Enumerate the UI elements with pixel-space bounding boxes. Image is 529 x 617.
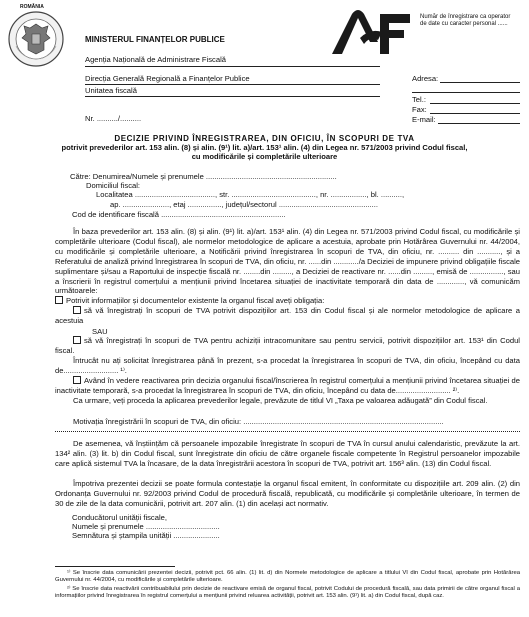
footnote-2: ²⁾ Se înscrie data reactivării contribuabilului prin decizie de reactivare emisă de organul fiscal, potrivit Codului de procedură fiscală, sau data primirii de către organul fiscal a informațiilor privind înregistrarea în registrul comerțului a mențiunii privind reluarea activității, potrivit art. 153 alin. (9¹) lit. a) din Codul fiscal, după caz.	[55, 586, 520, 599]
decision-subtitle-1: potrivit prevederilor art. 153 alin. (8) și alin. (9¹) lit. a)/art. 153¹ alin. (4) din Legea nr. 571/2003 privind Codul fiscal,	[61, 143, 468, 152]
motivation-underline	[55, 431, 520, 432]
document-number: Nr. ........../..........	[85, 114, 142, 123]
tel-line	[430, 103, 520, 104]
recipient-locality: Localitatea ......................................, str. ........................................, nr. ................., bl. ..........,	[96, 190, 405, 199]
fiscal-unit-underline	[85, 96, 380, 97]
registration-number-label: Număr de înregistrare ca operator de date cu caracter personal ......	[420, 14, 511, 27]
or-label: SAU	[92, 327, 108, 336]
decision-subtitle-2: cu modificările și completările ulterioare	[191, 152, 338, 161]
checkbox-option-a[interactable]	[73, 306, 81, 314]
recipient-domicile-label: Domiciliul fiscal:	[86, 181, 141, 190]
checkbox-option-b[interactable]	[73, 336, 81, 344]
appeal-paragraph: Împotriva prezentei decizii se poate formula contestație la organul fiscal emitent, în conformitate cu dispozițiile art. 209 alin. (2) din Ordonanța Guvernului nr. 92/2003 privind Codul de procedură fiscală, republicată, cu modificările și completările ulterioare, în termen de 30 de zile de la data comunicării, potrivit art. 207 alin. (1) din același act normativ.	[55, 479, 520, 508]
romania-coat-of-arms	[6, 6, 66, 70]
recipient-apartment: ap. ......................, etaj ................, județul/sectorul ...............................................	[110, 200, 378, 209]
address-line-1	[440, 82, 520, 83]
decision-title: DECIZIE PRIVIND ÎNREGISTRAREA, DIN OFICIU, ÎN SCOPURI DE TVA	[114, 134, 415, 143]
option-a-text: să vă înregistrați în scopuri de TVA potrivit dispozițiilor art. 153 din Codul fiscal și ale normelor metodologice de aplicare a acestuia	[55, 306, 520, 325]
email-label: E-mail:	[412, 115, 436, 124]
legal-basis-paragraph: În baza prevederilor art. 153 alin. (8) și alin. (9¹) lit. a)/art. 153¹ alin. (4) din Legea nr. 571/2003 privind Codul fiscal, cu modificările și completările ulterioare (Codul fiscal), ale normelor metodologice de aplicare a acestuia, aprobate prin Hotărârea Guvernului nr. 44/2004, cu modificările și completările ulterioare, a Notificării privind înregistrarea în scopuri de TVA, din oficiu, nr. .......... din ..........., și a Referatului de analiză privind înregistrarea în scopuri de TVA, din oficiu, nr. ......din ............/a Deciziei de impunere privind obligațiile fiscale suplimentare și/sau a Raportului de inspecție fiscală nr. ........din ........., a Deciziei de reactivare nr. ......din ........., emisă de ................, sau a înscrierii în registrul comerțului a mențiunii privind încetarea situației de inactivitate temporară din data de ............., vă comunicăm următoarele:	[55, 227, 520, 296]
crest-caption: ROMÂNIA	[20, 4, 44, 10]
tel-label: Tel.:	[412, 95, 426, 104]
anaf-logo	[330, 8, 415, 58]
consequence-paragraph: Ca urmare, veți proceda la aplicarea prevederilor legale, prevăzute de titlul VI „Taxa pe valoarea adăugată” din Codul fiscal.	[73, 396, 488, 405]
obligation-option-a	[55, 306, 520, 326]
footnote-1: ¹⁾ Se înscrie data comunicării prezentei decizii, potrivit pct. 66 alin. (1) lit. d) din Normele metodologice de aplicare a titlului VI din Codul fiscal, aprobate prin Hotărârea Guvernului nr. 44/2004, cu modificările și completările ulterioare.	[55, 570, 520, 583]
address-label: Adresa:	[412, 74, 439, 83]
directorate-underline	[85, 84, 380, 85]
reactivation-option	[55, 376, 520, 396]
fax-label: Fax:	[412, 105, 427, 114]
cash-vat-paragraph: De asemenea, vă înștiințăm că persoanele impozabile înregistrate în scopuri de TVA în cursul anului calendaristic, prevăzute la art. 134² alin. (3) lit. b) din Codul fiscal, sunt înregistrate din oficiu de către organele fiscale competente în Registrul persoanelor impozabile care aplică sistemul TVA la încasare, de la data înregistrării acestora în scopuri de TVA, potrivit art. 156³ alin. (13) din Codul fiscal.	[55, 439, 520, 468]
checkbox-reactivation[interactable]	[73, 376, 81, 384]
address-line-2	[412, 92, 520, 93]
signature-name: Numele și prenumele ...................................	[72, 522, 220, 531]
agency-name: Agenția Națională de Administrare Fiscală	[85, 55, 226, 64]
directorate-name: Direcția Generală Regională a Finanțelor Publice	[85, 74, 250, 83]
obligation-option-b	[55, 336, 520, 356]
motivation-line: Motivația înregistrării în scopuri de TVA, din oficiu: ...............................................................................................	[73, 417, 444, 426]
recipient-name: Către: Denumirea/Numele și prenumele ..............................................................	[70, 172, 337, 181]
option-b-text: să vă înregistrați în scopuri de TVA pentru achiziții intracomunitare sau pentru servicii, potrivit dispozițiilor art. 153¹ din Codul fiscal.	[55, 336, 520, 355]
checkbox-obligation[interactable]	[55, 296, 63, 304]
fiscal-unit-label: Unitatea fiscală	[85, 86, 137, 95]
reactivation-text: Având în vedere reactivarea prin decizia organului fiscal/înscrierea în registrul comerțului a mențiunii privind încetarea situației de inactivitate temporară, s-a procedat la înregistrarea în scopuri de TVA, din oficiu, începând cu data de.......................... ²⁾.	[55, 376, 520, 395]
footnote-separator	[55, 566, 175, 567]
obligation-option	[55, 296, 520, 306]
agency-underline	[85, 66, 380, 67]
email-line	[438, 123, 520, 124]
ministry-name: MINISTERUL FINANȚELOR PUBLICE	[85, 35, 225, 44]
signature-stamp: Semnătura și ștampila unității ......................	[72, 531, 220, 540]
registration-date-paragraph: Întrucât nu ați solicitat înregistrarea până în prezent, s-a procedat la înregistrarea în scopuri de TVA, din oficiu, începând cu data de.......................... ¹⁾.	[55, 356, 520, 375]
crest-icon	[6, 6, 66, 70]
fax-line	[430, 113, 520, 114]
obligation-text: Potrivit informațiilor și documentelor existente la organul fiscal aveți obligația:	[66, 296, 325, 305]
signature-head: Conducătorul unității fiscale,	[72, 513, 167, 522]
recipient-tax-code: Cod de identificare fiscală ...........................................................	[72, 210, 286, 219]
af-logo-icon	[330, 8, 415, 58]
